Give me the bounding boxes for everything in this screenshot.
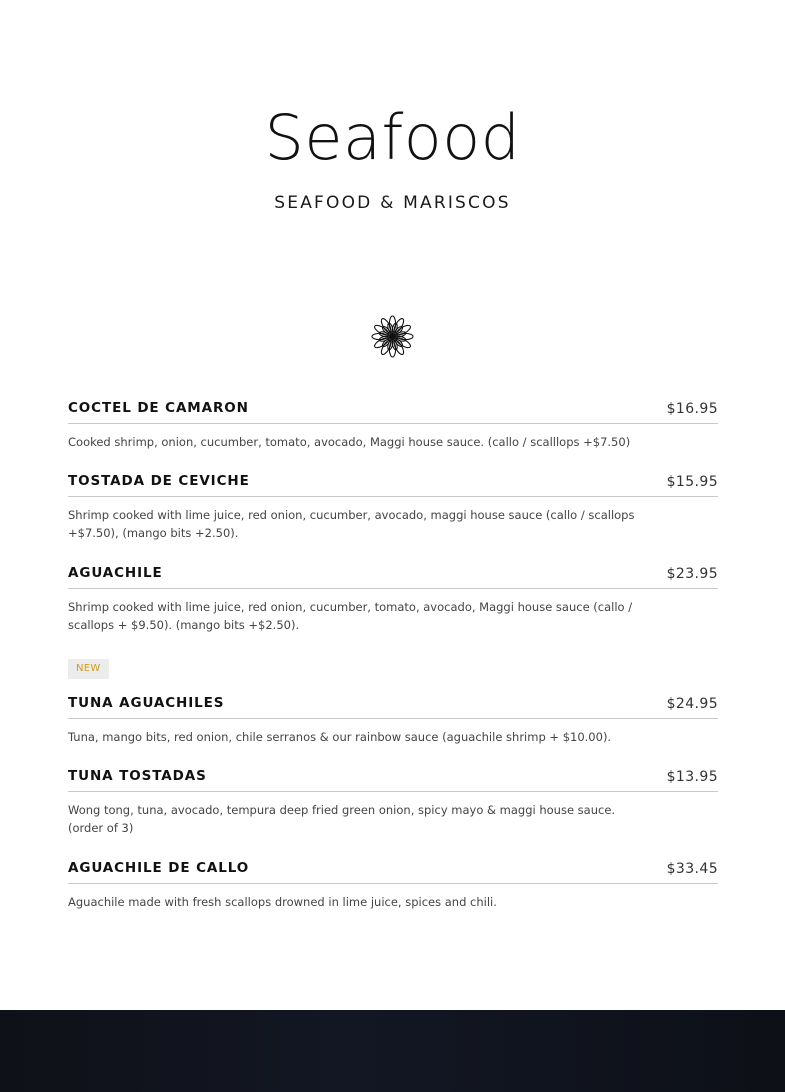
menu-item-header <box>68 694 718 719</box>
menu-item-description: Tuna, mango bits, red onion, chile serranos & our rainbow sauce (aguachile shrimp + $10.00). <box>68 730 612 744</box>
menu-item-header <box>68 767 718 792</box>
menu-item <box>68 564 718 634</box>
menu-item-price: $15.95 <box>666 474 718 490</box>
menu-item <box>68 399 718 451</box>
menu-item-description: Cooked shrimp, onion, cucumber, tomato, avocado, Maggi house sauce. (callo / scalllops +$7.50) <box>68 435 631 449</box>
menu-item-price: $16.95 <box>666 401 718 417</box>
menu-item-header <box>68 399 718 424</box>
menu-item-description: Wong tong, tuna, avocado, tempura deep fried green onion, spicy mayo & maggi house sauce. (order of 3) <box>68 803 616 835</box>
menu-item-description: Shrimp cooked with lime juice, red onion, cucumber, tomato, avocado, Maggi house sauce (callo / scallops + $9.50). (mango bits +$2.50). <box>68 600 633 632</box>
menu-item <box>68 859 718 911</box>
menu-item-name: TOSTADA DE CEVICHE <box>68 473 250 489</box>
menu-item <box>68 472 718 542</box>
flower-mandala-icon <box>371 315 414 358</box>
menu-item-price: $33.45 <box>666 861 718 877</box>
page-subtitle: SEAFOOD & MARISCOS <box>274 193 511 213</box>
menu-item-name: TUNA TOSTADAS <box>68 768 207 784</box>
menu-item-description: Shrimp cooked with lime juice, red onion, cucumber, avocado, maggi house sauce (callo / scallops +$7.50), (mango bits +2.50). <box>68 508 635 540</box>
new-badge: NEW <box>68 659 109 679</box>
menu-item <box>68 767 718 837</box>
menu-item-price: $23.95 <box>666 566 718 582</box>
menu-item-description: Aguachile made with fresh scallops drowned in lime juice, spices and chili. <box>68 895 497 909</box>
menu-item-name: TUNA AGUACHILES <box>68 695 225 711</box>
page-title: Seafood <box>264 101 521 174</box>
menu-item-price: $24.95 <box>666 696 718 712</box>
menu-item-name: AGUACHILE DE CALLO <box>68 860 250 876</box>
menu-item-name: COCTEL DE CAMARON <box>68 400 249 416</box>
menu-item-header <box>68 564 718 589</box>
menu-item-header <box>68 859 718 884</box>
footer-band <box>0 1010 785 1092</box>
menu-item-name: AGUACHILE <box>68 565 163 581</box>
menu-item-header <box>68 472 718 497</box>
menu-item-price: $13.95 <box>666 769 718 785</box>
menu-item <box>68 694 718 746</box>
